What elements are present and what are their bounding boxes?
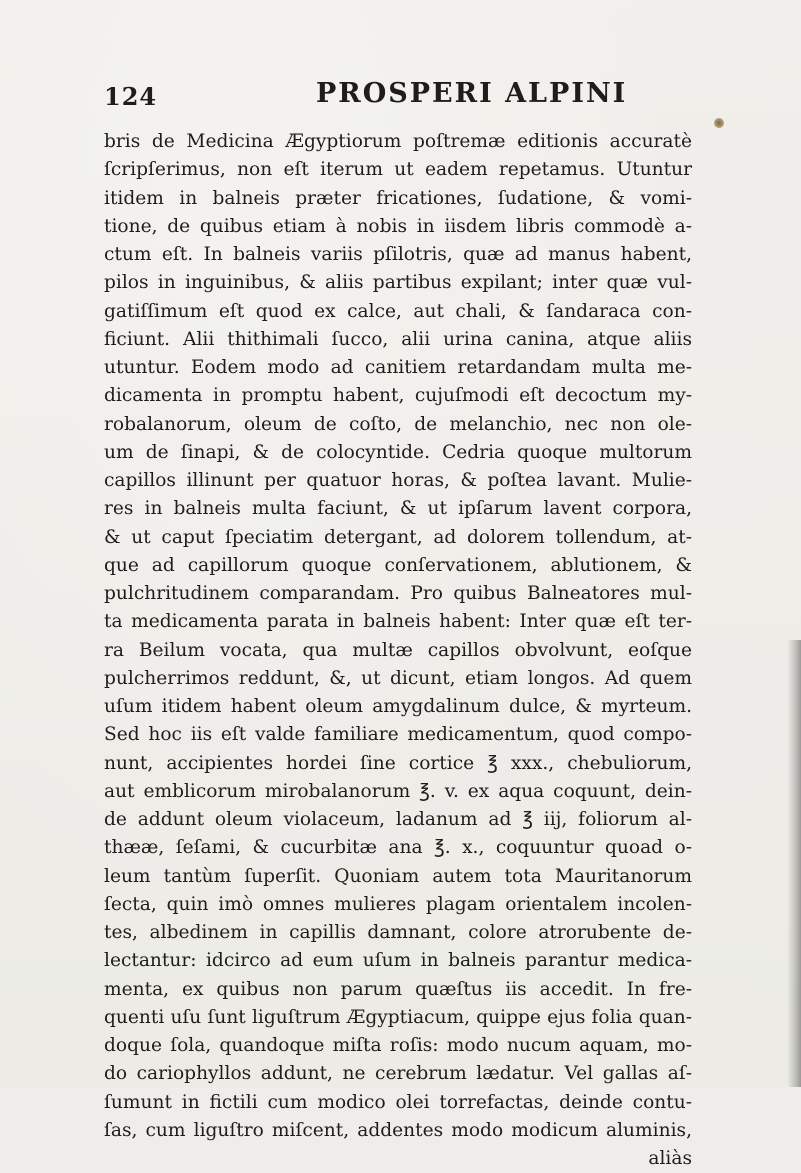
text-line: ſecta, quin imò omnes mulieres plagam orientalem incolen- <box>104 893 692 915</box>
text-line: ſcripſerimus, non eſt iterum ut eadem repetamus. Utuntur <box>104 159 692 181</box>
text-line: tione, de quibus etiam à nobis in iisdem libris commodè a- <box>104 215 692 237</box>
text-line: dicamenta in promptu habent, cujuſmodi eſt decoctum my- <box>104 385 692 407</box>
text-line: ta medicamenta parata in balneis habent: Inter quæ eſt ter- <box>104 611 692 633</box>
text-line: lectantur: idcirco ad eum uſum in balneis parantur medica- <box>104 950 692 972</box>
text-line: & ut caput ſpeciatim detergant, ad dolorem tollendum, at- <box>104 526 692 548</box>
page-edge-shadow <box>787 640 801 1087</box>
text-line: bris de Medicina Ægyptiorum poſtremæ editionis accuratè <box>104 131 692 152</box>
text-line: tes, albedinem in capillis damnant, colore atrorubente de- <box>104 922 692 943</box>
text-line: aut emblicorum mirobalanorum ℥. v. ex aqua coquunt, dein- <box>104 780 692 802</box>
text-line: ſas, cum liguſtro miſcent, addentes modo modicum aluminis, <box>104 1119 692 1141</box>
text-line: ctum eſt. In balneis variis pſilotris, quæ ad manus habent, <box>104 244 692 265</box>
running-title: PROSPERI ALPINI <box>316 78 628 109</box>
text-line: itidem in balneis præter fricationes, ſudatione, & vomi- <box>104 187 692 209</box>
text-line: Sed hoc iis eſt valde familiare medicamentum, quod compo- <box>104 724 692 746</box>
ink-spot-icon <box>714 118 724 128</box>
text-line: uſum itidem habent oleum amygdalinum dulce, & myrteum. <box>104 696 692 717</box>
text-line: res in balneis multa faciunt, & ut ipſarum lavent corpora, <box>104 498 692 520</box>
text-line: leum tantùm ſuperſit. Quoniam autem tota Mauritanorum <box>104 865 692 887</box>
page-number: 124 <box>104 82 158 111</box>
body-text <box>104 128 692 1173</box>
text-line: um de ſinapi, & de colocyntide. Cedria quoque multorum <box>104 441 692 463</box>
catchword: aliàs <box>648 1148 692 1169</box>
text-line: que ad capillorum quoque conſervationem, ablutionem, & <box>104 554 692 576</box>
text-line: do cariophyllos addunt, ne cerebrum lædatur. Vel gallas aſ- <box>104 1063 692 1085</box>
text-line: ficiunt. Alii thithimali ſucco, alii urina canina, atque aliis <box>104 328 692 350</box>
text-line: robalanorum, oleum de coſto, de melanchio, nec non ole- <box>104 413 692 435</box>
text-line: nunt, accipientes hordei ſine cortice ℥ xxx., chebuliorum, <box>104 752 692 774</box>
text-line: capillos illinunt per quatuor horas, & poſtea lavant. Mulie- <box>104 470 692 491</box>
text-line: utuntur. Eodem modo ad canitiem retardandam multa me- <box>104 357 692 378</box>
text-line: thææ, ſeſami, & cucurbitæ ana ℥. x., coquuntur quoad o- <box>104 837 692 859</box>
text-line: ſumunt in fictili cum modico olei torrefactas, deinde contu- <box>104 1091 692 1113</box>
text-line: quenti uſu ſunt liguſtrum Ægyptiacum, quippe ejus folia quan- <box>104 1006 692 1028</box>
text-line: menta, ex quibus non parum quæſtus iis accedit. In fre- <box>104 978 692 1000</box>
text-line: pilos in inguinibus, & aliis partibus expilant; inter quæ vul- <box>104 272 692 294</box>
text-line: ra Beilum vocata, qua multæ capillos obvolvunt, eoſque <box>104 639 692 661</box>
page-header <box>104 78 664 112</box>
text-line: pulcherrimos reddunt, &, ut dicunt, etiam longos. Ad quem <box>104 667 692 689</box>
text-line: doque ſola, quandoque miſta roſis: modo nucum aquam, mo- <box>104 1035 692 1056</box>
text-line: gatiſſimum eſt quod ex calce, aut chali, & ſandaraca con- <box>104 300 692 322</box>
text-line: pulchritudinem comparandam. Pro quibus Balneatores mul- <box>104 583 692 604</box>
text-line: de addunt oleum violaceum, ladanum ad ℥ iij, foliorum al- <box>104 809 692 830</box>
